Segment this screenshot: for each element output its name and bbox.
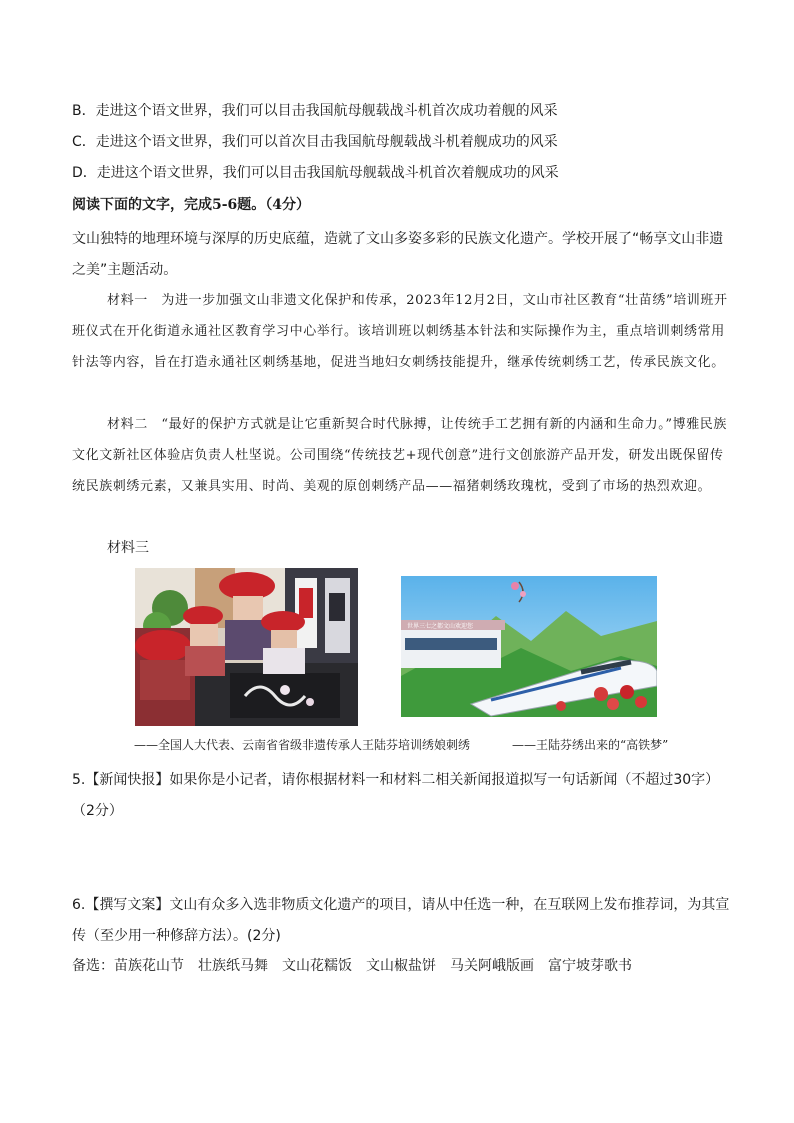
material-three-label: 材料三: [107, 540, 149, 556]
photo-illustration: [135, 568, 358, 726]
section-heading: 阅读下面的文字，完成5-6题。（4分）: [72, 197, 311, 213]
high-speed-train-embroidery: [401, 576, 657, 717]
photo-caption: ——全国人大代表、云南省省级非遗传承人王陆芬培训绣娘刺绣: [134, 738, 471, 752]
question-6-options: 备选：苗族花山节 壮族纸马舞 文山花糯饭 文山椒盐饼 马关阿峨版画 富宁坡芽歌书: [72, 958, 632, 974]
option-d: D．走进这个语文世界，我们可以目击我国航母舰载战斗机首次着舰成功的风采: [72, 165, 559, 181]
question-5: 5.【新闻快报】如果你是小记者，请你根据材料一和材料二相关新闻报道拟写一句话新闻（不超过30字）（2分）: [72, 772, 720, 819]
embroidery-caption: ——王陆芬绣出来的“高铁梦”: [512, 738, 669, 752]
question-6: 6.【撰写文案】文山有众多入选非物质文化遗产的项目，请从中任选一种，在互联网上发布推荐词，为其宣传（至少用一种修辞方法）。(2分): [72, 897, 730, 944]
option-c: C．走进这个语文世界，我们可以首次目击我国航母舰载战斗机着舰成功的风采: [72, 134, 558, 150]
embroidery-illustration: [401, 576, 657, 717]
material-two: 材料二 “最好的保护方式就是让它重新契合时代脉搏，让传统手工艺拥有新的内涵和生命力。”博雅民族文化文新社区体验店负责人杜坚说。公司围绕“传统技艺+现代创意”进行文创旅游产品开发，研发出既保留传统民族刺绣元素，又兼具实用、时尚、美观的原创刺绣产品——福猪刺绣玫瑰枕，受到了市场的热烈欢迎。: [72, 417, 727, 494]
material-one: 材料一 为进一步加强文山非遗文化保护和传承，2023年12月2日，文山市社区教育“壮苗绣”培训班开班仪式在开化街道永通社区教育学习中心举行。该培训班以刺绣基本针法和实际操作为主，重点培训刺绣常用针法等内容，旨在打造永通社区刺绣基地，促进当地妇女刺绣技能提升，继承传统刺绣工艺，传承民族文化。: [72, 293, 728, 370]
station-sign: 世界三七之都文山欢迎您: [407, 623, 474, 630]
embroidery-training-photo: [135, 568, 358, 726]
option-b: B．走进这个语文世界，我们可以目击我国航母舰载战斗机首次成功着舰的风采: [72, 103, 558, 119]
section-intro: 文山独特的地理环境与深厚的历史底蕴，造就了文山多姿多彩的民族文化遗产。学校开展了“畅享文山非遗之美”主题活动。: [72, 231, 724, 278]
